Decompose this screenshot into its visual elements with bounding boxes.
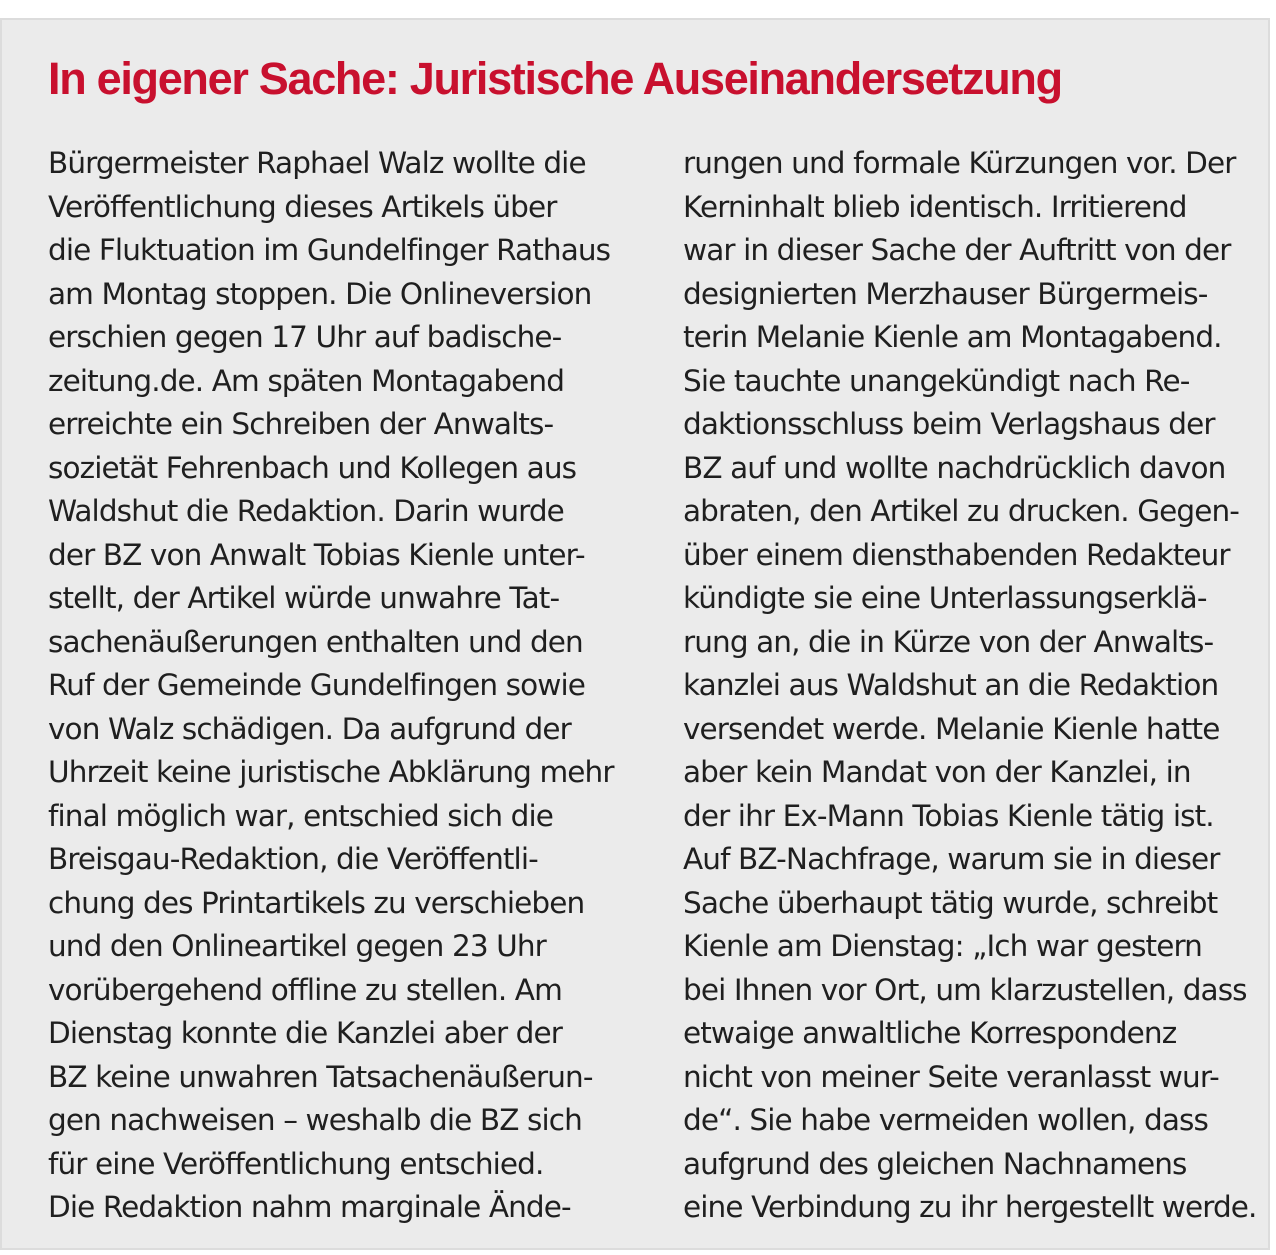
article-text-line: Die Redaktion nahm marginale Ände- (48, 1190, 571, 1224)
article-text-line: rung an, die in Kürze von der Anwalts- (683, 624, 1214, 659)
article-text-line: abraten, den Artikel zu drucken. Gegen- (683, 494, 1240, 528)
article-column-right (683, 142, 1268, 1230)
article-text-line: daktionsschluss beim Verlagshaus der (683, 407, 1215, 441)
article-text-line: sachenäußerungen enthalten und den (48, 624, 583, 659)
article-text-line: der BZ von Anwalt Tobias Kienle unter- (48, 537, 585, 572)
article-text-line: sozietät Fehrenbach und Kollegen aus (48, 450, 577, 485)
article-text-line: erreichte ein Schreiben der Anwalts- (48, 407, 554, 441)
article-text-line: etwaige anwaltliche Korrespondenz (683, 1016, 1177, 1050)
article-text-line: bei Ihnen vor Ort, um klarzustellen, dass (683, 972, 1247, 1007)
article-text-line: Veröffentlichung dieses Artikels über (48, 189, 557, 224)
article-text-line: Ruf der Gemeinde Gundelfingen sowie (48, 668, 585, 702)
article-text-line: BZ auf und wollte nachdrücklich davon (683, 450, 1226, 485)
article-text-line: BZ keine unwahren Tatsachenäußerun- (48, 1059, 593, 1094)
article-text-line: aufgrund des gleichen Nachnamens (683, 1146, 1187, 1181)
article-text-line: Kienle am Dienstag: „Ich war gestern (683, 929, 1202, 963)
article-text-line: Sache überhaupt tätig wurde, schreibt (683, 885, 1218, 920)
article-text-line: versendet werde. Melanie Kienle hatte (683, 711, 1220, 746)
article-text-line: aber kein Mandat von der Kanzlei, in (683, 755, 1191, 789)
article-text-line: der ihr Ex-Mann Tobias Kienle tätig ist. (683, 798, 1214, 833)
article-text-line: de“. Sie habe vermeiden wollen, dass (683, 1103, 1208, 1137)
article-text-line: war in dieser Sache der Auftritt von der (683, 233, 1231, 267)
article-text-line: kanzlei aus Waldshut an die Redaktion (683, 668, 1219, 702)
article-text-line: gen nachweisen – weshalb die BZ sich (48, 1103, 582, 1137)
article-text-line: eine Verbindung zu ihr hergestellt werde. (683, 1190, 1257, 1224)
article-text-line: Uhrzeit keine juristische Abklärung mehr (48, 755, 614, 789)
article-text-line: Waldshut die Redaktion. Darin wurde (48, 494, 564, 528)
article-text-line: nicht von meiner Seite veranlasst wur- (683, 1059, 1219, 1094)
article-text-line: Auf BZ-Nachfrage, warum sie in dieser (683, 842, 1220, 876)
article-text-line: erschien gegen 17 Uhr auf badische- (48, 320, 562, 354)
article-column-left (48, 142, 648, 1230)
article-headline: In eigener Sache: Juristische Auseinandersetzung (48, 53, 1062, 104)
article-text-line: Dienstag konnte die Kanzlei aber der (48, 1016, 562, 1050)
article-text-line: zeitung.de. Am späten Montagabend (48, 363, 565, 398)
article-text-line: für eine Veröffentlichung entschied. (48, 1146, 544, 1181)
article-text-line: am Montag stoppen. Die Onlineversion (48, 276, 592, 311)
article-text-line: chung des Printartikels zu verschieben (48, 885, 585, 920)
article-text-line: und den Onlineartikel gegen 23 Uhr (48, 929, 546, 963)
article-text-line: final möglich war, entschied sich die (48, 798, 553, 833)
article-text-line: terin Melanie Kienle am Montagabend. (683, 320, 1222, 354)
article-text-line: Kerninhalt blieb identisch. Irritierend (683, 189, 1187, 224)
article-text-line: Bürgermeister Raphael Walz wollte die (48, 146, 586, 180)
article-text-line: designierten Merzhauser Bürgermeis- (683, 276, 1208, 311)
article-text-line: kündigte sie eine Unterlassungserklä- (683, 581, 1207, 615)
article-text-line: Sie tauchte unangekündigt nach Re- (683, 363, 1190, 398)
article-text-line: über einem diensthabenden Redakteur (683, 537, 1230, 572)
article-text-line: Breisgau-Redaktion, die Veröffentli- (48, 842, 538, 876)
article-text-line: vorübergehend offline zu stellen. Am (48, 972, 562, 1007)
article-text-line: die Fluktuation im Gundelfinger Rathaus (48, 233, 611, 267)
article-text-line: rungen und formale Kürzungen vor. Der (683, 146, 1236, 180)
article-text-line: von Walz schädigen. Da aufgrund der (48, 711, 571, 746)
article-text-line: stellt, der Artikel würde unwahre Tat- (48, 581, 560, 615)
